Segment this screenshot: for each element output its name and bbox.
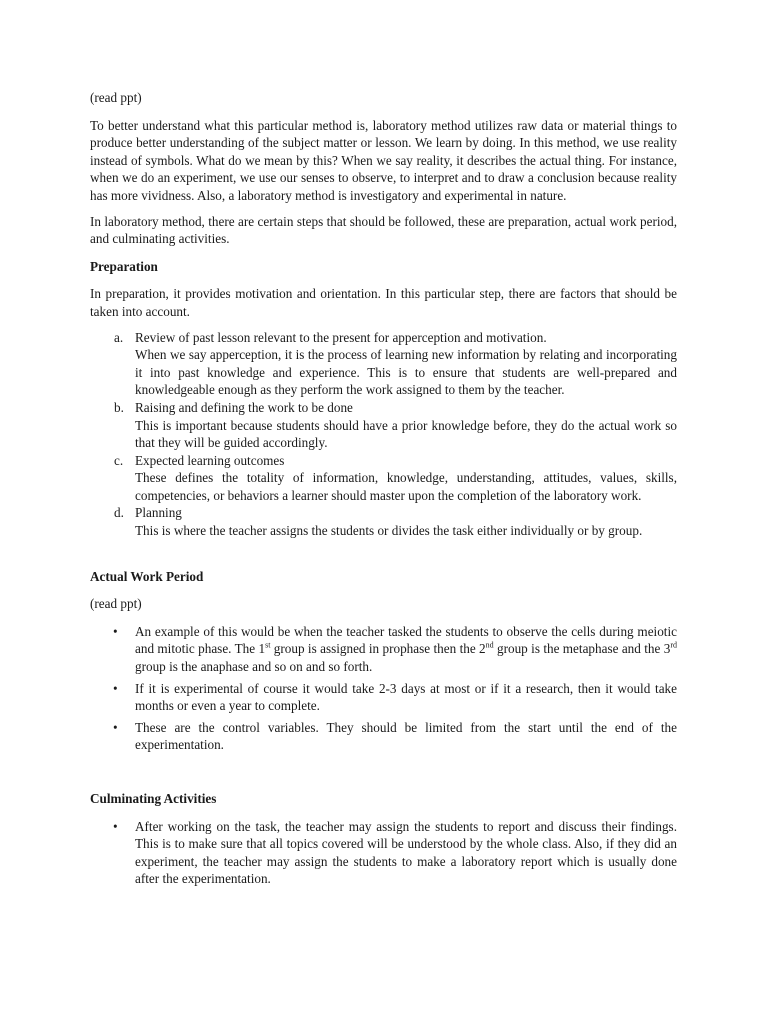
- list-marker: c.: [114, 452, 124, 468]
- list-marker: a.: [114, 329, 124, 345]
- read-ppt-note: (read ppt): [90, 90, 142, 105]
- list-item-text: These are the control variables. They should be limited from the start until the end of the experimentation.: [135, 719, 677, 753]
- ordinal-suffix: st: [265, 641, 271, 651]
- list-item-text: After working on the task, the teacher may assign the students to report and discuss their findings. This is to make sure that all topics covered will be understood by the whole class. Also, if they did an experiment, the teacher may assign the students to make a laboratory report which is usually done after the experimentation.: [135, 818, 677, 887]
- list-item-title: Expected learning outcomes: [135, 452, 285, 468]
- text-run: group is the anaphase and so on and so forth.: [135, 659, 373, 675]
- steps-paragraph: In laboratory method, there are certain steps that should be followed, these are preparation, actual work period, and culminating activities.: [90, 213, 677, 247]
- list-item: [90, 452, 677, 505]
- list-item-title: Planning: [135, 505, 182, 521]
- text-run: group is assigned in prophase then the 2: [270, 641, 486, 657]
- preparation-heading: Preparation: [90, 258, 158, 274]
- list-item-description: When we say apperception, it is the process of learning new information by relating and incorporating it into past knowledge and experience. This is to ensure that students are well-prepared and knowledgeable enough as they perform the work assigned to them by the teacher.: [135, 347, 677, 398]
- intro-paragraph: To better understand what this particular method is, laboratory method utilizes raw data or material things to produce better understanding of the subject matter or lesson. We learn by doing. In this method, we use reality instead of symbols. What do we mean by this? When we say reality, it describes the actual thing. For instance, when we do an experiment, we use our senses to observe, to interpret and to draw a conclusion because reality has more vividness. Also, a laboratory method is investigatory and experimental in nature.: [90, 117, 677, 203]
- list-item: [90, 818, 677, 888]
- preparation-list: [90, 329, 677, 540]
- list-item: [90, 399, 677, 452]
- list-marker: d.: [114, 505, 124, 521]
- list-item: [90, 623, 677, 676]
- list-item: [90, 329, 677, 399]
- list-item-title: Raising and defining the work to be done: [135, 399, 353, 415]
- list-item: [90, 680, 677, 715]
- list-item-description: This is where the teacher assigns the students or divides the task either individually or by group.: [135, 523, 643, 539]
- ordinal-suffix: rd: [670, 641, 677, 651]
- preparation-intro: In preparation, it provides motivation and orientation. In this particular step, there are factors that should be taken into account.: [90, 286, 677, 319]
- list-item-description: These defines the totality of information, knowledge, understanding, attitudes, values, skills, competencies, or behaviors a learner should master upon the completion of the laboratory work.: [135, 470, 677, 503]
- bullet-icon: •: [113, 818, 118, 834]
- list-item-title: Review of past lesson relevant to the present for apperception and motivation.: [135, 329, 547, 345]
- bullet-icon: •: [113, 719, 118, 735]
- actual-work-heading: Actual Work Period: [90, 568, 204, 584]
- list-item-text: If it is experimental of course it would take 2-3 days at most or if it a research, then it would take months or even a year to complete.: [135, 680, 677, 714]
- text-run: group is the metaphase and the 3: [493, 641, 671, 657]
- list-item: [90, 719, 677, 754]
- bullet-icon: •: [113, 623, 118, 639]
- list-item: [90, 504, 677, 539]
- culminating-list: [90, 818, 677, 888]
- list-item-description: This is important because students should have a prior knowledge before, they do the actual work so that they will be guided accordingly.: [135, 417, 677, 451]
- ordinal-suffix: nd: [485, 641, 494, 651]
- bullet-icon: •: [113, 680, 118, 696]
- read-ppt-note-2: (read ppt): [90, 596, 142, 612]
- list-marker: b.: [114, 399, 124, 415]
- text-run: An example of this would be when the teacher tasked the students to observe the cells during meiotic and mitotic phase. The 1: [135, 623, 677, 657]
- actual-work-list: [90, 623, 677, 754]
- culminating-heading: Culminating Activities: [90, 791, 217, 806]
- document-page: [90, 89, 677, 888]
